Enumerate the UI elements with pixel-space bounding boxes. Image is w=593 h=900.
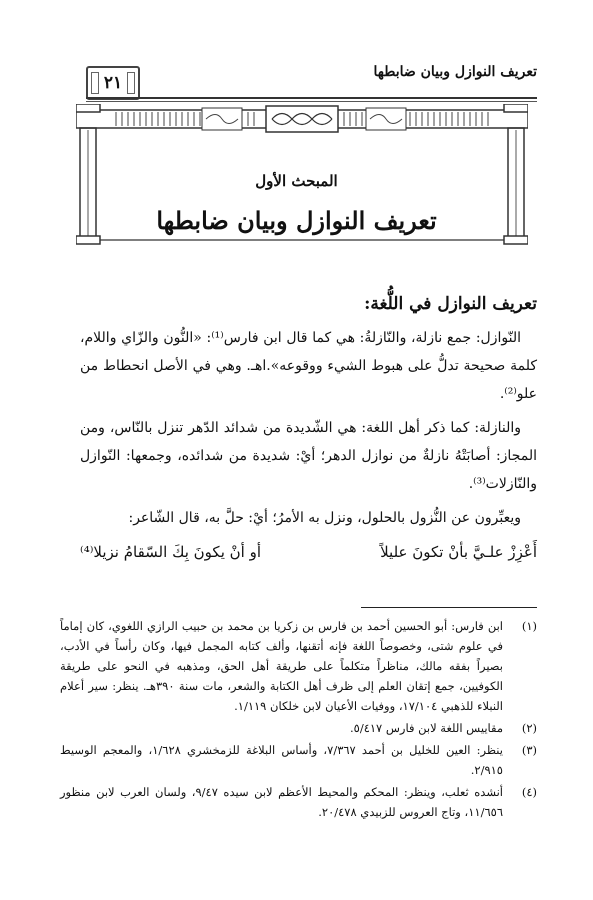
paragraph: والنازلة: كما ذكر أهل اللغة: هي الشّديدة من شدائد الدّهر تنزل بالنّاس، ومن المجاز: أصابَتْهُ نازلةٌ من نوازل الدهر؛ أيْ: شديدة من شدائده، وجمعها: النّوازل والنّازلات⁽³⁾.	[80, 420, 537, 492]
header-rule	[86, 97, 537, 99]
footnote-number: (٢)	[521, 721, 537, 735]
footnote	[60, 616, 537, 716]
footnote-number: (٣)	[521, 743, 537, 757]
footnote-number: (٤)	[521, 785, 537, 799]
footnote	[60, 740, 537, 780]
body-text	[80, 290, 537, 566]
footnote-number: (١)	[521, 619, 537, 633]
header-rule-thin	[86, 101, 537, 102]
paragraph: النّوازل: جمع نازلة، والنّازلةُ: هي كما قال ابن فارس⁽¹⁾: «النُّون والزّاي واللام، كلمة صحيحة تدلُّ على هبوط الشيء ووقوعه».اهـ. وهي في الأصل انحطاط من علو⁽²⁾.	[80, 330, 537, 402]
chapter-title: تعريف النوازل وبيان ضابطها	[156, 206, 437, 235]
footnotes	[60, 616, 537, 824]
footnote-text: ينظر: العين للخليل بن أحمد ٧/٣٦٧، وأساس البلاغة للزمخشري ١/٦٢٨، والمعجم الوسيط ٢/٩١٥.	[60, 743, 503, 777]
paragraph: ويعبِّرون عن النُّزول بالحلول، ونزل به الأمرُ؛ أيْ: حلَّ به، قال الشّاعر:	[128, 510, 521, 526]
verse-second-half: أو أنْ يكونَ بِكَ السّقامُ نزيلا⁽⁴⁾	[80, 543, 262, 561]
footnote	[60, 782, 537, 822]
verse-first-half: أَعْزِزْ علـيَّ بأنْ تكونَ عليلاً	[380, 543, 537, 561]
footnote-text: أنشده ثعلب، وينظر: المحكم والمحيط الأعظم لابن سيده ٩/٤٧، ولسان العرب لابن منظور ١١/٦٥٦، وتاج العروس للزبيدي ٢٠/٤٧٨.	[60, 785, 503, 819]
page-number: ٢١	[86, 66, 140, 100]
footnote-separator	[361, 607, 537, 608]
section-label: المبحث الأول	[255, 172, 338, 190]
footnote-text: مقاييس اللغة لابن فارس ٥/٤١٧.	[349, 721, 503, 735]
subheading: تعريف النوازل في اللُّغة:	[364, 294, 537, 314]
footnote	[60, 718, 537, 738]
running-title: تعريف النوازل وبيان ضابطها	[373, 64, 537, 80]
poetry-verse	[80, 538, 537, 566]
footnote-text: ابن فارس: أبو الحسين أحمد بن فارس بن زكريا بن محمد بن حبيب الرازي اللغوي، كان إماماً في علوم شتى، وخصوصاً اللغة فإنه أتقنها، وألف كتابه المجمل فيها، وكان رأساً في الأدب، بصيراً بفقه مالك، مناظراً متكلماً على طريقة أهل الحق، ومذهبه في النحو على طريقة الكوفيين، جمع إتقان العلم إلى ظرف أهل الكتابة والشعر، مات سنة ٣٩٠هـ. ينظر: سير أعلام النبلاء للذهبي ١٧/١٠٤، ووفيات الأعيان لابن خلكان ١/١١٩.	[60, 619, 504, 713]
